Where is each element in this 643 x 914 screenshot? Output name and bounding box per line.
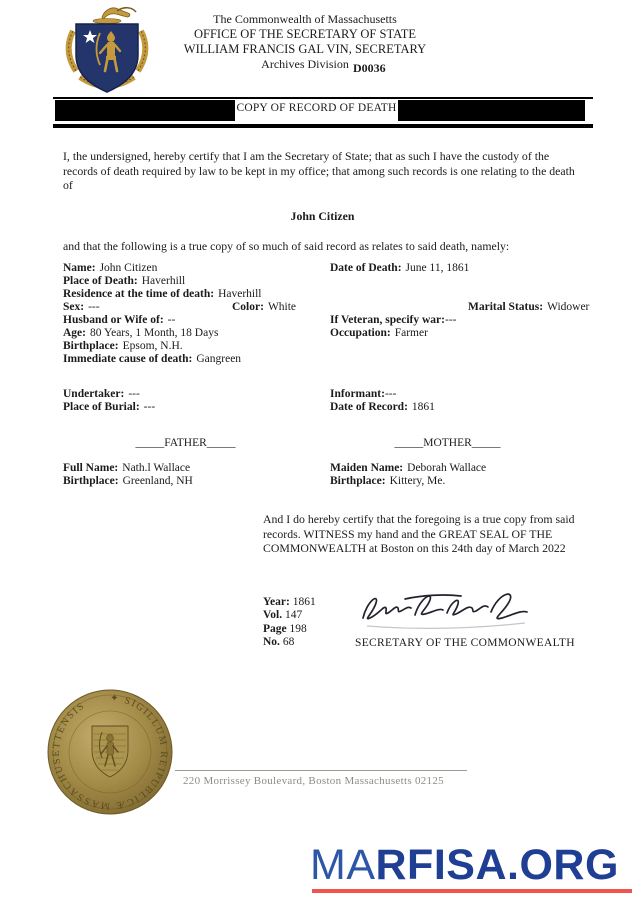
mother-heading: _____MOTHER_____ [394,437,501,449]
field-cause-of-death: Immediate cause of death: Gangreen [63,353,242,365]
field-husband-or-wife: Husband or Wife of: -- [63,314,176,326]
secretary-title: SECRETARY OF THE COMMONWEALTH [355,637,575,649]
field-no: No. 68 [263,635,295,648]
address-divider [175,770,467,771]
marfisa-logo-underline [312,889,632,893]
father-heading: _____FATHER_____ [135,437,236,449]
letterhead-commonwealth: The Commonwealth of Massachusetts [213,12,397,26]
seal-ring-text: ✦ SIGILLUM REIPUBLICÆ MASSACHUSETTENSIS [50,692,170,812]
office-address: 220 Morrissey Boulevard, Boston Massachusetts 02125 [183,775,444,787]
volume-reference-block [263,596,316,649]
field-year: Year: 1861 [263,596,316,608]
field-undertaker: Undertaker: --- [63,388,140,400]
letterhead [140,12,470,72]
letterhead-secretary: WILLIAM FRANCIS GAL VIN, SECRETARY [183,42,427,56]
redaction-bar-right [398,100,585,121]
field-age: Age: 80 Years, 1 Month, 18 Days [63,327,219,339]
field-mother-name: Maiden Name: Deborah Wallace [330,462,487,474]
field-birthplace: Birthplace: Epsom, N.H. [63,340,183,352]
certification-paragraph: I, the undersigned, hereby certify that I am the Secretary of State; that as such I have the custody of the records of death required by law to be kept in my office; that among such records is one relating to the death of [63,149,575,192]
marfisa-logo [310,841,619,890]
record-title: COPY OF RECORD OF DEATH [236,102,397,114]
subject-name: John Citizen [290,209,355,223]
letterhead-division: Archives Division [261,57,349,71]
massachusetts-coat-of-arms-icon [62,5,152,97]
divider-thick [53,124,593,128]
secretary-signature [353,585,535,635]
field-page: Page 198 [263,622,307,635]
marfisa-logo-bold-text: RFISA.ORG [375,841,619,889]
redaction-bar-left [55,100,235,121]
field-date-of-death: Date of Death: June 11, 1861 [330,262,470,274]
field-father-birthplace: Birthplace: Greenland, NH [63,475,193,487]
great-seal-embossed-icon [46,688,174,816]
field-residence: Residence at the time of death: Haverhill [63,288,262,300]
letterhead-office: OFFICE OF THE SECRETARY OF STATE [194,27,416,41]
field-place-of-death: Place of Death: Haverhill [63,275,186,287]
field-veteran: If Veteran, specify war:--- [330,314,457,326]
marfisa-logo-light-text: MA [310,841,376,889]
divider-thin [53,97,593,99]
attestation-paragraph: And I do hereby certify that the foregoing is a true copy from said records. WITNESS my hand and the GREAT SEAL OF THE COMMONWEALTH at Boston on this 24th day of March 2022 [263,512,575,555]
field-sex: Sex: --- [63,301,100,313]
field-mother-birthplace: Birthplace: Kittery, Me. [330,475,446,487]
field-name: Name: John Citizen [63,262,158,274]
field-color: Color: White [232,301,297,313]
true-copy-paragraph: and that the following is a true copy of so much of said record as relates to said death, namely: [63,239,510,253]
field-occupation: Occupation: Farmer [330,327,428,339]
field-informant: Informant:--- [330,388,397,400]
field-date-of-record: Date of Record: 1861 [330,401,435,413]
document-number: D0036 [353,61,386,75]
field-marital-status: Marital Status: Widower [468,301,590,313]
field-place-of-burial: Place of Burial: --- [63,401,156,413]
field-vol: Vol. 147 [263,609,303,622]
field-father-name: Full Name: Nath.l Wallace [63,462,191,474]
